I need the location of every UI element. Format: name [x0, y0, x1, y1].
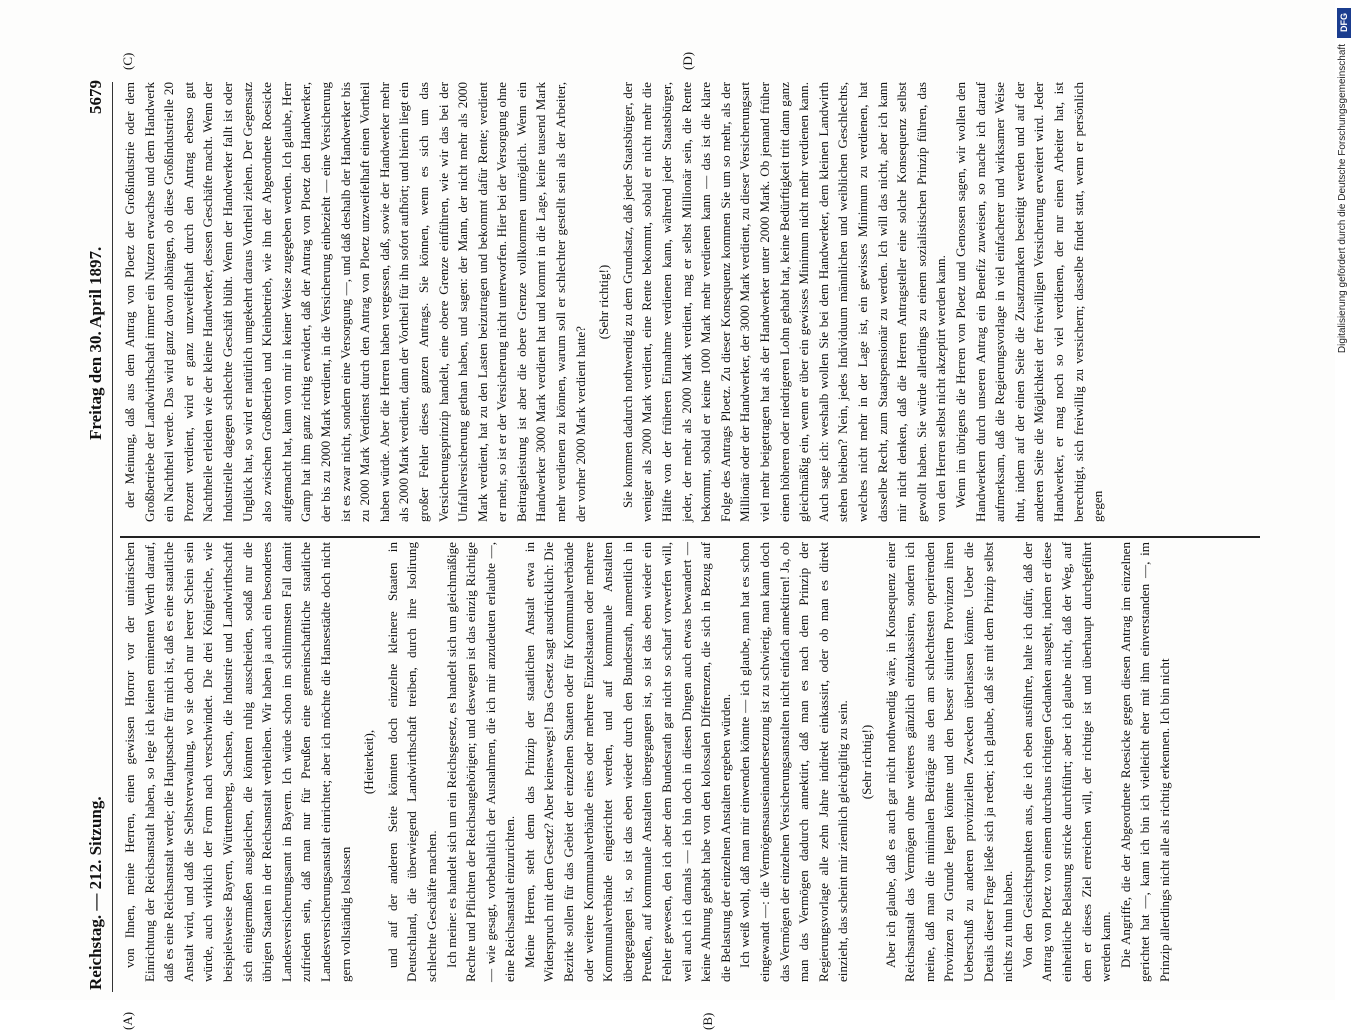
header-rule — [112, 82, 113, 992]
running-header — [86, 70, 112, 1000]
paragraph: Die Angriffe, die der Abgeordnete Roesicke gegen diesen Antrag im einzelnen gerichtet hat —, kann ich bin ich vielleicht eher mit ihm einverstanden —, im Prinzip allerdings nicht alle als richtig erkennen. Ich bin nicht — [1117, 542, 1172, 982]
paragraph: Ich meine: es handelt sich um ein Reichsgesetz, es handelt sich um gleichmäßige Rechte und Pflichten der Reichsangehörigen; und deswegen ist das einzig Richtige — wie gesagt, vorbehaltlich der Ausnahmen, die ich mir anzudeuten erlaubte —, eine Reichsanstalt einzurichten. — [443, 542, 518, 982]
left-column — [120, 542, 1174, 982]
interjection: (Heiterkeit), — [361, 729, 377, 795]
header-date: Freitag den 30. April 1897. — [86, 246, 105, 440]
rotated-page-content — [80, 51, 1270, 1030]
dfg-logo: DFG — [1337, 8, 1351, 38]
interjection: (Sehr richtig!) — [858, 724, 874, 800]
column-divider — [120, 536, 1260, 538]
paragraph: von Ihnen, meine Herren, einen gewissen Horror vor der unitarischen Einrichtung der Reichsanstalt haben, so lege ich keinen eminenten Werth darauf, daß es eine Reichsanstalt werde; die Hauptsache für mich ist, daß es eine staatliche Anstalt wird, und daß die Selbstverwaltung, wo sie doch nur leerer Schein sein würde, auch wirklich der Form nach verschwindet. Die drei Königreiche, wie beispielsweise Bayern, Württemberg, Sachsen, die Industrie und Landwirthschaft sich einigermaßen ausgleichen, die könnten ruhig ausscheiden, sodaß nur die übrigen Staaten in der Reichsanstalt verbleiben. Wir haben ja auch ein besonderes Landesversicherungsamt in Bayern. Ich würde schon im schlimmsten Fall damit zufrieden sein, daß man nur für Preußen eine gemeinschaftliche staatliche Landesversicherungsanstalt einrichtet; aber ich möchte die Hansestädte doch nicht gern vollständig loslassen — [122, 542, 353, 982]
margin-mark-c: (C) — [120, 52, 135, 70]
paragraph: Aber ich glaube, daß es auch gar nicht nothwendig wäre, in Konsequenz einer Reichsanstalt das Vermögen ohne weiteres gänzlich einzukassiren, sondern ich meine, daß man die minimalen Beiträge aus den am schlechtesten operirenden Provinzen zu Grunde legen könnte und den besser situirten Provinzen ihren Ueberschuß zu anderen provinziellen Zwecken überlassen könnte. Ueber die Details dieser Frage ließe sich ja reden; ich glaube, daß sie mit dem Prinzip selbst nichts zu thun haben. — [882, 542, 1016, 982]
margin-mark-d: (D) — [680, 51, 695, 70]
right-column — [120, 82, 1108, 522]
interjection: (Sehr richtig!) — [596, 264, 612, 340]
margin-mark-b: (B) — [700, 1012, 715, 1030]
header-session: Reichstag. — 212. Sitzung. — [86, 796, 105, 990]
paragraph: und auf der anderen Seite könnten doch einzelne kleinere Staaten in Deutschland, die überwiegend Landwirthschaft treiben, durch ihre Isolirung schlechte Geschäfte machen. — [384, 542, 439, 982]
paragraph: der Meinung, daß aus dem Antrag von Ploetz der Großindustrie oder dem Großbetriebe der Landwirthschaft immer ein Nutzen erwachse und dem Handwerk ein Nachtheil werde. Das wird ganz davon abhängen, ob diese Großindustrielle 20 Prozent verdient, wird er ganz unzweifelhaft durch den Antrag ebenso gut Nachtheile erleiden wie der kleine Handwerker, dessen Geschäfte macht. Wenn der Industrielle dagegen schlechte Geschäft blüht. Wenn der Handwerker fallt ist oder Unglück hat, so wird er natürlich umgekehrt daraus Vortheil ziehen. Der Gegensatz also zwischen Großbetrieb und Kleinbetrieb, wie ihn der Abgeordnete Roesicke aufgemacht hat, kann von mir in keiner Weise zugegeben werden. Ich glaube, Herr Gamp hat ihm ganz richtig erwidert, daß der Antrag von Ploetz den Handwerker, der bis zu 2000 Mark verdient, in die Versicherung einbezieht — eine Versicherung ist es zwar nicht, sondern eine Versorgung —, und daß deshalb der Handwerker bis zu 2000 Mark Verdienst durch den Antrag von Ploetz unzweifelhaft einen Vortheil haben würde. Aber die Herren haben vergessen, daß, sowie der Handwerker mehr als 2000 Mark verdient, dann der Vortheil für ihn sofort aufhört; und hierin liegt ein großer Fehler dieses ganzen Antrags. Sie können, wenn es sich um das Versicherungsprinzip handelt, eine obere Grenze einführen, wie wir das bei der Unfallversicherung gethan haben, und sagen: der Mann, der nicht mehr als 2000 Mark verdient, hat zu den Lasten beizutragen und bekommt dafür Rente; verdient er mehr, so ist er der Versicherung nicht unterworfen. Hier bei der Versorgung ohne Beitragsleistung ist aber die obere Grenze vollkommen unmöglich. Wenn ein Handwerker 3000 Mark verdient hat und kommt in die Lage, keine tausend Mark mehr verdienen zu können, warum soll er schlechter gestellt sein als der Arbeiter, der vorher 2000 Mark verdient hatte? — [122, 82, 588, 522]
digitization-credit-sidebar — [1335, 0, 1353, 1000]
paragraph: Meine Herren, steht denn das Prinzip der staatlichen Anstalt etwa in Widerspruch mit dem Gesetz? Aber keineswegs! Das Gesetz sagt ausdrücklich: Die Bezirke sollen für das Gebiet der einzelnen Staaten oder für Kommunalverbände oder weitere Kommunalverbände eines oder mehrere Einzelstaaten oder mehrere Kommunalverbände eingerichtet werden, und auf kommunale Anstalten übergegangen ist, so ist das eben wieder durch den Bundesrath, namentlich in Preußen, auf kommunale Anstalten übergegangen ist, so ist das eben wieder ein Fehler gewesen, den ich aber dem Bundesrath gar nicht so scharf vorwerfen will, weil auch ich damals — ich bin doch in diesen Dingen auch etwas bewandert — keine Ahnung gehabt habe von den kolossalen Differenzen, die sich in Bezug auf die Belastung der einzelnen Anstalten ergeben würden. — [521, 542, 733, 982]
paragraph: Ich weiß wohl, daß man mir einwenden könnte — ich glaube, man hat es schon eingewandt —: die Vermögensauseinandersetzung ist zu schwierig, man kann doch das Vermögen der einzelnen Versicherungsanstalten nicht einfach annektiren! Ja, ob man das Vermögen dadurch annektirt, daß man es nach dem Prinzip der Regierungsvorlage alle zehn Jahre indirekt einkassirt, oder ob man es direkt einzieht, das scheint mir ziemlich gleichgiltig zu sein. — [737, 542, 851, 982]
paragraph: Sie kommen dadurch nothwendig zu dem Grundsatz, daß jeder Staatsbürger, der weniger als 2000 Mark verdient, eine Rente bekommt, sobald er nicht mehr die Hälfte von der früheren Einnahme verdienen kann, während jeder Staatsbürger, jeder, der mehr als 2000 Mark verdient, mag er selbst Millionär sein, die Rente bekommt, sobald er keine 1000 Mark mehr verdienen kann — das ist die klare Folge des Antrags Ploetz. Zu dieser Konsequenz kommen Sie um so mehr, als der Millionär oder der Handwerker, der 3000 Mark verdient, zu dieser Versicherungsart viel mehr beigetragen hat als der Handwerker unter 2000 Mark. Ob jemand früher einen höheren oder niedrigeren Lohn gehabt hat, keine Bedürftigkeit tritt dann ganz gleichmäßig ein, wenn er über ein gewisses Minimum nicht mehr verdienen kann. Auch sage ich: weshalb wollen Sie bei dem Handwerker, dem kleinen Landwirth stehen bleiben? Nein, jedes Individuum männlichen und weiblichen Geschlechts, welches nicht mehr in der Lage ist, ein gewisses Minimum zu verdienen, hat dasselbe Recht, zum Staatspensionär zu werden. Ich will das nicht, aber ich kann mir nicht denken, daß die Herren Antragsteller eine solche Konsequenz selbst gewollt haben. Sie würde allerdings zu einem sozialistischen Prinzip führen, das von den Herren selbst nicht akzeptirt werden kann. — [619, 82, 949, 522]
margin-mark-a: (A) — [120, 1011, 135, 1030]
paragraph: Wenn im übrigens die Herren von Ploetz und Genossen sagen, wir wollen den Handwerkern durch unseren Antrag ein Benefiz zuweisen, so mache ich darauf aufmerksam, daß die Regierungsvorlage in viel einfacherer und wirksamer Weise thut, indem auf der einen Seite die Zusatzmarken beseitigt werden und auf der anderen Seite die Möglichkeit der freiwilligen Versicherung erweitert wird. Jeder Handwerker, er mag noch so viel verdienen, der nur einen Arbeiter hat, ist berechtigt, sich freiwillig zu versichern; dasselbe findet statt, wenn er persönlich gegen — [952, 82, 1106, 522]
header-page-number: 5679 — [86, 80, 105, 114]
paragraph: Von den Gesichtspunkten aus, die ich eben ausführte, halte ich dafür, daß der Antrag von Ploetz von einem durchaus richtigen Gedanken ausgeht, indem er diese einheitliche Belastung stricke durchführt; aber ich glaube nicht, daß der Weg, auf dem er dieses Ziel erreichen will, der richtige ist und überhaupt durchgeführt werden kann. — [1019, 542, 1114, 982]
credit-text: Digitalisierung gefördert durch die Deutsche Forschungsgemeinschaft — [1337, 44, 1348, 354]
